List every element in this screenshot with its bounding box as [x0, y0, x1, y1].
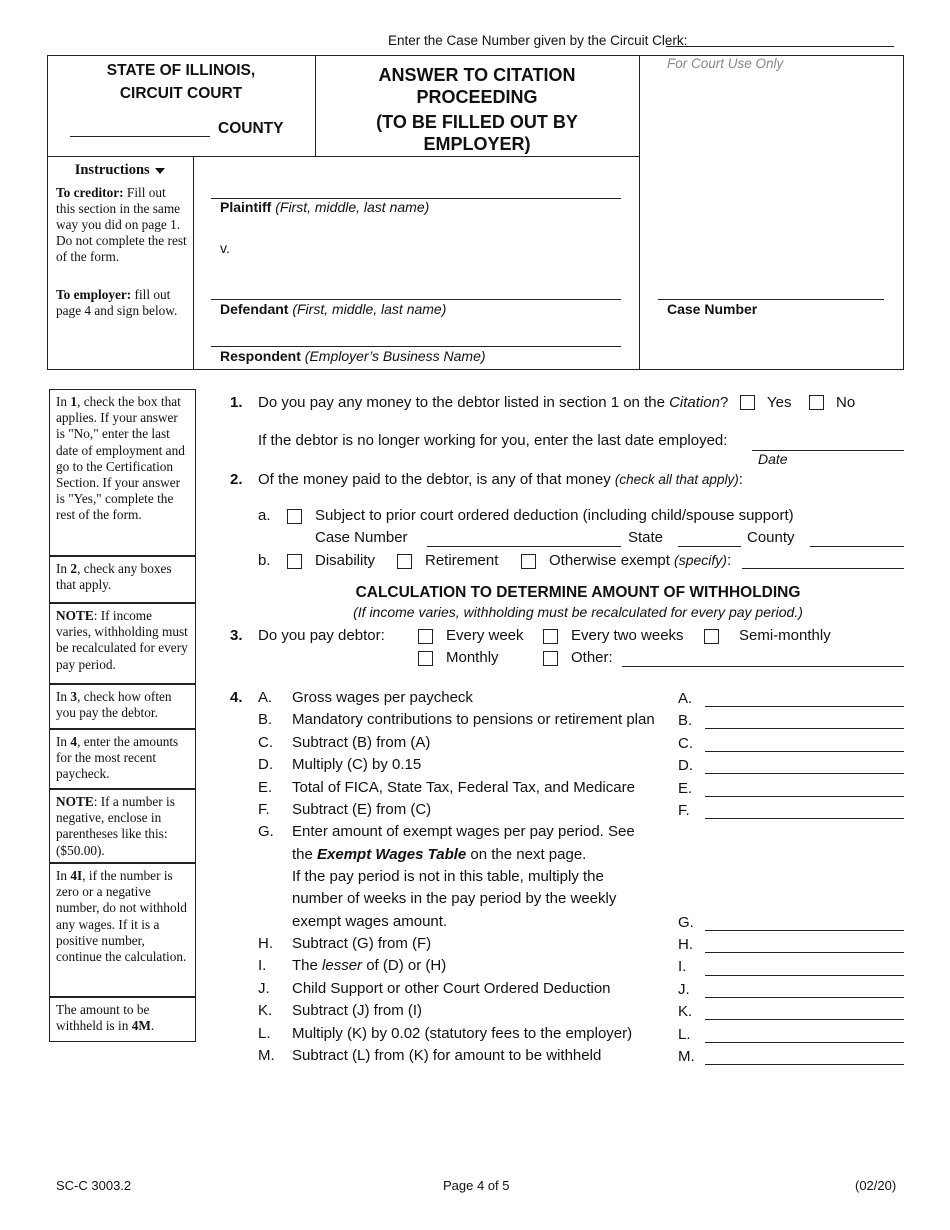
court-use-label: For Court Use Only [667, 56, 784, 71]
respondent-field[interactable] [211, 346, 621, 347]
side-note-bold: 2 [70, 561, 78, 576]
row-text: Subtract (G) from (F) [292, 935, 432, 952]
row-letter-right: F. [678, 802, 690, 819]
q3-every-two-weeks-label: Every two weeks [571, 627, 684, 644]
side-note-text: , if the number is zero or a negative number, do not withhold any wages. If it is a positive number, continue the calculation. [56, 868, 187, 965]
q2-text-end: : [738, 471, 743, 488]
defendant-field[interactable] [211, 299, 621, 300]
row-letter: B. [258, 711, 273, 728]
side-note-text: In [56, 689, 71, 704]
q3-every-two-weeks-checkbox[interactable] [543, 629, 558, 644]
side-note-text: In [56, 734, 71, 749]
side-note-5 [49, 729, 196, 789]
state-label: STATE OF ILLINOIS, [106, 62, 256, 79]
calc-heading: CALCULATION TO DETERMINE AMOUNT OF WITHHOLDING [355, 584, 801, 601]
side-note-bold: 4I [70, 868, 83, 883]
respondent-italic: (Employer’s Business Name) [304, 348, 486, 364]
row-text: Subtract (L) from (K) for amount to be withheld [292, 1047, 602, 1064]
row-b-field[interactable] [705, 728, 904, 729]
row-letter-right: H. [678, 936, 693, 953]
row-a-field[interactable] [705, 706, 904, 707]
instructions-divider [193, 156, 194, 370]
row-letter-right: E. [678, 780, 693, 797]
row-text: Child Support or other Court Ordered Deduction [292, 980, 611, 997]
q1-number: 1. [230, 394, 243, 411]
q3-semi-monthly-label: Semi-monthly [739, 627, 831, 644]
side-note-2 [49, 556, 196, 603]
row-text: Multiply (K) by 0.02 (statutory fees to the employer) [292, 1025, 633, 1042]
side-note-8 [49, 997, 196, 1042]
employer-text: fill out page 4 and sign below. [56, 287, 178, 318]
row-letter: A. [258, 689, 273, 706]
header-divider-2 [639, 55, 640, 370]
side-note-text: . [150, 1018, 155, 1034]
q2-text-a: Of the money paid to the debtor, is any of that money [258, 471, 615, 488]
q2-text-italic: (check all that apply) [614, 472, 739, 487]
q2a-case-number-label: Case Number [315, 529, 408, 546]
side-note-bold: 1 [70, 394, 78, 409]
row-text [292, 957, 446, 974]
title-line-1: ANSWER TO CITATION [378, 65, 576, 85]
g-line-2c: on the next page. [466, 846, 587, 863]
q3-every-week-label: Every week [446, 627, 524, 644]
form-title [316, 64, 638, 155]
row-h-field[interactable] [705, 952, 904, 953]
g-line-2 [292, 846, 586, 863]
row-letter: I. [258, 957, 267, 974]
case-number-label: Case Number [667, 301, 758, 317]
q1-no-checkbox[interactable] [809, 395, 824, 410]
row-letter: H. [258, 935, 273, 952]
q2-text [258, 471, 743, 488]
side-note-text: , check any boxes that apply. [56, 561, 172, 593]
employer-instructions [56, 287, 190, 319]
row-letter: G. [258, 823, 274, 840]
row-e-field[interactable] [705, 796, 904, 797]
calc-subheading: (If income varies, withholding must be recalculated for every pay period.) [353, 604, 803, 620]
creditor-bold: To creditor: [56, 185, 124, 200]
row-c-field[interactable] [705, 751, 904, 752]
defendant-bold: Defendant [220, 301, 289, 317]
side-note-3 [49, 603, 196, 684]
row-k-field[interactable] [705, 1019, 904, 1020]
instructions-header[interactable] [47, 162, 193, 179]
instructions-label: Instructions [74, 162, 150, 178]
title-line-3: (TO BE FILLED OUT BY [376, 112, 578, 132]
row-letter: F. [258, 801, 270, 818]
date-label: Date [758, 451, 788, 467]
q3-semi-monthly-checkbox[interactable] [704, 629, 719, 644]
g-line-4: number of weeks in the pay period by the weekly [292, 890, 617, 907]
side-note-text: : If income varies, withholding must be recalculated for every pay period. [56, 608, 188, 672]
row-letter: J. [258, 980, 270, 997]
row-letter: M. [258, 1047, 275, 1064]
q2a-state-label: State [628, 529, 664, 546]
side-note-bold: 3 [70, 689, 78, 704]
g-line-3: If the pay period is not in this table, multiply the [292, 868, 604, 885]
q2a-state-field[interactable] [678, 546, 741, 547]
q2a-letter: a. [258, 507, 271, 524]
row-letter: D. [258, 756, 273, 773]
footer-date: (02/20) [855, 1178, 897, 1193]
row-f-field[interactable] [705, 818, 904, 819]
defendant-label [220, 301, 446, 317]
q3-text: Do you pay debtor: [258, 627, 385, 644]
side-note-bold: NOTE [56, 794, 94, 809]
title-line-2: PROCEEDING [416, 87, 538, 107]
respondent-bold: Respondent [220, 348, 301, 364]
side-note-6 [49, 789, 196, 863]
specify-text: (specify) [674, 552, 727, 568]
row-l-field[interactable] [705, 1042, 904, 1043]
q2b-letter: b. [258, 552, 271, 569]
row-letter-right: J. [678, 981, 690, 998]
top-case-number-field[interactable] [666, 46, 894, 47]
row-letter: K. [258, 1002, 273, 1019]
q2a-county-field[interactable] [810, 546, 904, 547]
side-note-bold: NOTE [56, 608, 94, 623]
q2b-exempt-label [549, 552, 731, 569]
creditor-text: Fill out this section in the same way you did on page 1. Do not complete the rest of the form. [56, 185, 187, 264]
side-note-text: In [56, 561, 71, 576]
side-note-bold: 4 [70, 734, 78, 749]
row-letter-right: M. [678, 1048, 695, 1065]
triangle-down-icon [155, 168, 165, 174]
case-number-prompt: Enter the Case Number given by the Circuit Clerk: [388, 33, 688, 48]
county-field[interactable] [70, 136, 210, 137]
q2b-disability-label: Disability [315, 552, 376, 569]
row-letter-right: D. [678, 757, 693, 774]
row-text: Multiply (C) by 0.15 [292, 756, 422, 773]
title-line-4: EMPLOYER) [423, 134, 531, 154]
row-letter-right: C. [678, 735, 693, 752]
plaintiff-label [220, 199, 429, 215]
q1-text-b: ? [719, 394, 729, 411]
defendant-italic: (First, middle, last name) [292, 301, 447, 317]
q3-monthly-checkbox[interactable] [418, 651, 433, 666]
row-letter-right: K. [678, 1003, 693, 1020]
g-line-1: Enter amount of exempt wages per pay period. See [292, 823, 635, 840]
footer-page: Page 4 of 5 [443, 1178, 510, 1193]
q2a-checkbox[interactable] [287, 509, 302, 524]
q3-other-field[interactable] [622, 666, 904, 667]
q3-monthly-label: Monthly [446, 649, 499, 666]
row-letter-right: G. [678, 914, 694, 931]
q2a-county-label: County [747, 529, 795, 546]
row-letter-right: B. [678, 712, 693, 729]
county-label: COUNTY [218, 120, 284, 137]
q3-every-week-checkbox[interactable] [418, 629, 433, 644]
i-text-b: of (D) or (H) [362, 957, 447, 974]
side-note-text: In [56, 394, 71, 409]
row-letter-right: L. [678, 1026, 691, 1043]
q2b-exempt-checkbox[interactable] [521, 554, 536, 569]
row-letter: C. [258, 734, 273, 751]
q3-number: 3. [230, 627, 243, 644]
row-m-field[interactable] [705, 1064, 904, 1065]
q2b-specify-field[interactable] [742, 568, 904, 569]
row-letter-right: I. [678, 958, 687, 975]
q2a-case-number-field[interactable] [427, 546, 621, 547]
row-text: Mandatory contributions to pensions or retirement plan [292, 711, 655, 728]
side-note-bold: 4M [131, 1018, 151, 1034]
side-note-1 [49, 389, 196, 556]
q2a-text: Subject to prior court ordered deduction (including child/spouse support) [315, 507, 794, 524]
row-letter: E. [258, 779, 273, 796]
q1-text-a: Do you pay any money to the debtor listed in section 1 on the [258, 394, 670, 411]
employer-bold: To employer: [56, 287, 132, 302]
last-date-prompt: If the debtor is no longer working for you, enter the last date employed: [258, 432, 728, 449]
row-g-field[interactable] [705, 930, 904, 931]
row-text: Subtract (B) from (A) [292, 734, 431, 751]
header-hline [47, 156, 639, 157]
case-number-field[interactable] [658, 299, 884, 300]
otherwise-text: Otherwise exempt [549, 552, 675, 569]
versus-label: v. [220, 240, 230, 256]
row-text: Gross wages per paycheck [292, 689, 473, 706]
row-letter-right: A. [678, 690, 693, 707]
creditor-instructions [56, 185, 188, 265]
row-d-field[interactable] [705, 773, 904, 774]
court-label: CIRCUIT COURT [119, 85, 243, 102]
row-j-field[interactable] [705, 997, 904, 998]
q1-yes-checkbox[interactable] [740, 395, 755, 410]
i-text-italic: lesser [322, 957, 363, 974]
q1-no-label: No [836, 394, 856, 411]
side-note-7 [49, 863, 196, 997]
side-note-text: In [56, 868, 71, 883]
side-note-text: : If a number is negative, enclose in parentheses like this: ($50.00). [56, 794, 175, 858]
row-letter: L. [258, 1025, 271, 1042]
g-line-5: exempt wages amount. [292, 913, 448, 930]
side-note-4 [49, 684, 196, 729]
q3-other-checkbox[interactable] [543, 651, 558, 666]
q3-other-label: Other: [571, 649, 613, 666]
row-text: Total of FICA, State Tax, Federal Tax, and Medicare [292, 779, 635, 796]
g-line-2a: the [292, 846, 318, 863]
row-text: Subtract (E) from (C) [292, 801, 432, 818]
q2b-retirement-label: Retirement [425, 552, 499, 569]
i-text-a: The [292, 957, 323, 974]
side-note-text: The amount to be withheld is in [56, 1002, 150, 1034]
colon-text: : [726, 552, 732, 569]
q1-text [258, 394, 728, 411]
q4-number: 4. [230, 689, 243, 706]
exempt-wages-table-ref: Exempt Wages Table [317, 846, 467, 863]
row-text: Subtract (J) from (I) [292, 1002, 423, 1019]
q1-yes-label: Yes [767, 394, 792, 411]
plaintiff-italic: (First, middle, last name) [275, 199, 430, 215]
q2b-retirement-checkbox[interactable] [397, 554, 412, 569]
side-note-text: , check the box that applies. If your answer is "No," enter the last date of employment and go to the Certification Section. If your answer is "Yes," complete the rest of the form. [56, 394, 185, 523]
row-i-field[interactable] [705, 975, 904, 976]
q2-number: 2. [230, 471, 243, 488]
plaintiff-bold: Plaintiff [220, 199, 272, 215]
q2b-disability-checkbox[interactable] [287, 554, 302, 569]
footer-form-id: SC-C 3003.2 [56, 1178, 132, 1193]
respondent-label [220, 348, 486, 364]
q1-text-italic: Citation [669, 394, 720, 411]
side-note-text: , check how often you pay the debtor. [56, 689, 172, 721]
side-note-text: , enter the amounts for the most recent paycheck. [56, 734, 179, 782]
